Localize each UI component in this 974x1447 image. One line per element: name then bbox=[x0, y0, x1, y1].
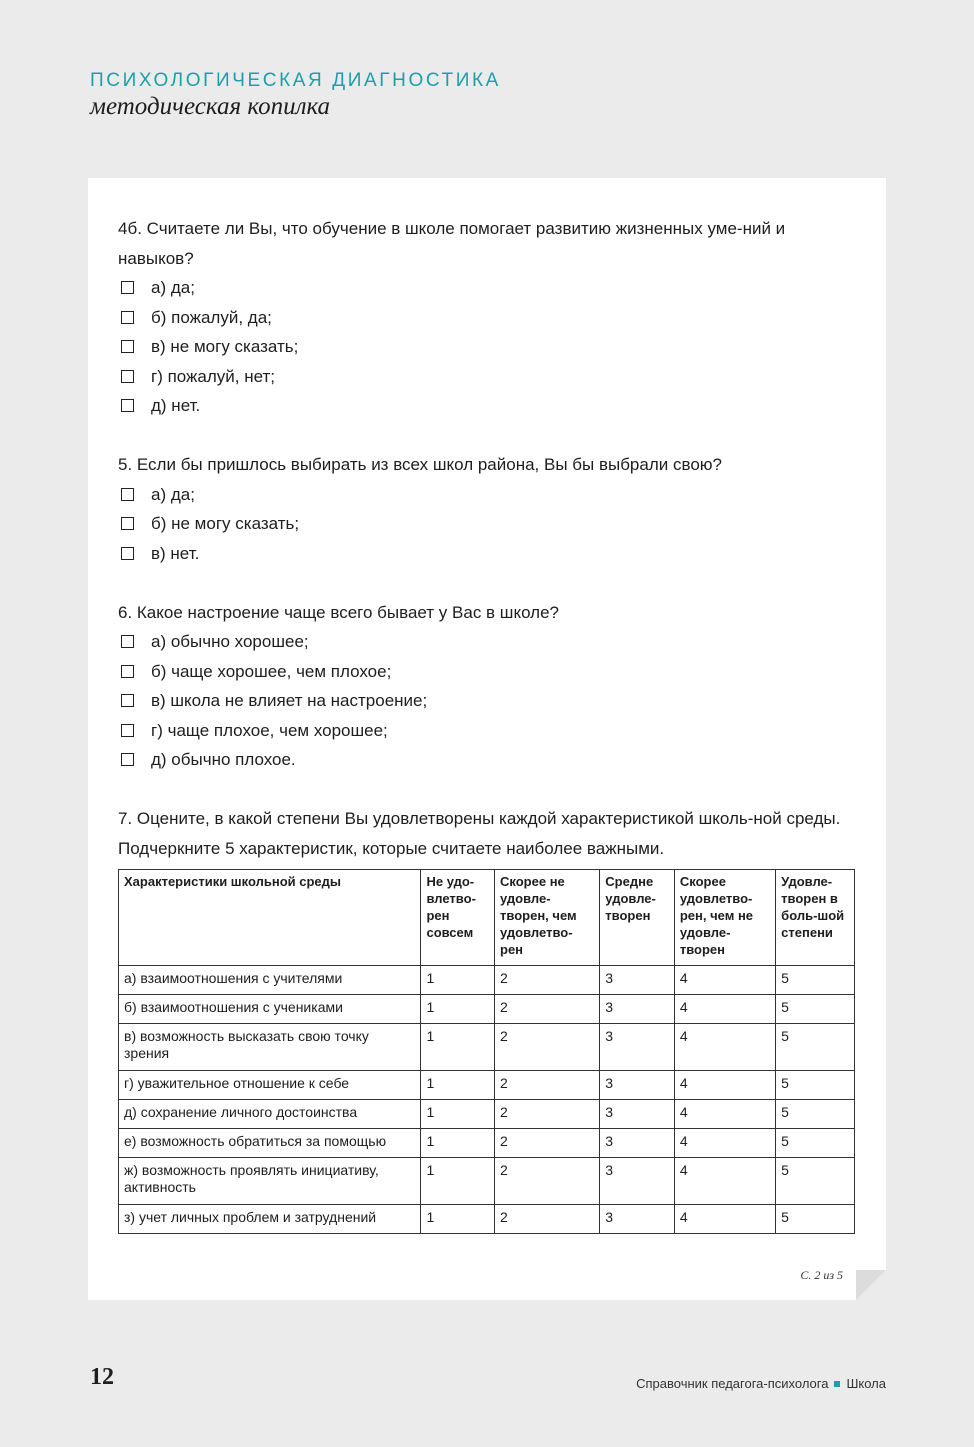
column-header: Скорее не удовле-творен, чем удовлетво-рен bbox=[495, 870, 600, 966]
option-label: в) школа не влияет на настроение; bbox=[151, 691, 428, 710]
rating-cell[interactable]: 5 bbox=[776, 1205, 855, 1234]
checkbox-icon[interactable] bbox=[121, 311, 134, 324]
characteristic-cell: в) возможность высказать свою точку зрения bbox=[119, 1024, 421, 1071]
checkbox-icon[interactable] bbox=[121, 399, 134, 412]
option-label: а) да; bbox=[151, 484, 195, 504]
rating-cell[interactable]: 5 bbox=[776, 1129, 855, 1158]
rating-cell[interactable]: 3 bbox=[600, 1129, 675, 1158]
table-row bbox=[119, 995, 855, 1024]
rating-cell[interactable]: 2 bbox=[495, 1024, 600, 1071]
rating-cell[interactable]: 2 bbox=[495, 1158, 600, 1205]
question-text: 4б. Считаете ли Вы, что обучение в школе помогает развитию жизненных уме-ний и навыков? bbox=[118, 219, 786, 268]
rating-cell[interactable]: 1 bbox=[421, 966, 495, 995]
option-label: б) чаще хорошее, чем плохое; bbox=[151, 661, 392, 681]
rating-cell[interactable]: 3 bbox=[600, 1205, 675, 1234]
checkbox-icon[interactable] bbox=[121, 488, 134, 501]
option-label: г) чаще плохое, чем хорошее; bbox=[151, 720, 388, 740]
answer-option[interactable] bbox=[118, 273, 863, 303]
checkbox-icon[interactable] bbox=[121, 753, 134, 766]
rating-cell[interactable]: 4 bbox=[674, 995, 775, 1024]
option-label: б) пожалуй, да; bbox=[151, 307, 272, 327]
characteristic-cell: а) взаимоотношения с учителями bbox=[119, 966, 421, 995]
table-row bbox=[119, 1158, 855, 1205]
page-number: 12 bbox=[90, 1364, 114, 1390]
characteristic-cell: д) сохранение личного достоинства bbox=[119, 1100, 421, 1129]
rating-cell[interactable]: 4 bbox=[674, 966, 775, 995]
rating-cell[interactable]: 4 bbox=[674, 1205, 775, 1234]
rating-cell[interactable]: 1 bbox=[421, 1071, 495, 1100]
rating-cell[interactable]: 1 bbox=[421, 1205, 495, 1234]
section-subtitle: методическая копилка bbox=[90, 93, 331, 120]
rating-cell[interactable]: 5 bbox=[776, 966, 855, 995]
answer-option[interactable] bbox=[118, 509, 863, 539]
rating-cell[interactable]: 4 bbox=[674, 1129, 775, 1158]
option-label: в) не могу сказать; bbox=[151, 337, 299, 356]
answer-option[interactable] bbox=[118, 480, 863, 510]
rating-cell[interactable]: 3 bbox=[600, 966, 675, 995]
answer-option[interactable] bbox=[118, 539, 863, 569]
footer-section: Школа bbox=[846, 1376, 886, 1391]
answer-option[interactable] bbox=[118, 657, 863, 687]
rating-cell[interactable]: 2 bbox=[495, 966, 600, 995]
option-label: а) обычно хорошее; bbox=[151, 632, 309, 651]
checkbox-icon[interactable] bbox=[121, 547, 134, 560]
rating-cell[interactable]: 5 bbox=[776, 1071, 855, 1100]
answer-option[interactable] bbox=[118, 745, 863, 775]
rating-cell[interactable]: 1 bbox=[421, 1024, 495, 1071]
table-row bbox=[119, 1129, 855, 1158]
rating-cell[interactable]: 1 bbox=[421, 1158, 495, 1205]
rating-cell[interactable]: 2 bbox=[495, 1071, 600, 1100]
characteristic-cell: ж) возможность проявлять инициативу, активность bbox=[119, 1158, 421, 1205]
checkbox-icon[interactable] bbox=[121, 281, 134, 294]
characteristics-table bbox=[118, 869, 855, 1234]
answer-option[interactable] bbox=[118, 391, 863, 421]
question bbox=[118, 450, 863, 568]
page-indicator: С. 2 из 5 bbox=[800, 1268, 843, 1282]
answer-option[interactable] bbox=[118, 362, 863, 392]
checkbox-icon[interactable] bbox=[121, 635, 134, 648]
rating-cell[interactable]: 5 bbox=[776, 995, 855, 1024]
characteristic-cell: б) взаимоотношения с учениками bbox=[119, 995, 421, 1024]
checkbox-icon[interactable] bbox=[121, 340, 134, 353]
table-row bbox=[119, 1100, 855, 1129]
option-label: б) не могу сказать; bbox=[151, 514, 300, 533]
footer bbox=[636, 1376, 886, 1391]
rating-cell[interactable]: 4 bbox=[674, 1024, 775, 1071]
questionnaire bbox=[118, 214, 863, 893]
rating-cell[interactable]: 5 bbox=[776, 1024, 855, 1071]
question-text: 5. Если бы пришлось выбирать из всех школ района, Вы бы выбрали свою? bbox=[118, 455, 722, 474]
table-row bbox=[119, 1205, 855, 1234]
rating-cell[interactable]: 3 bbox=[600, 1071, 675, 1100]
question-text: 6. Какое настроение чаще всего бывает у Вас в школе? bbox=[118, 602, 559, 622]
column-header: Средне удовле-творен bbox=[600, 870, 675, 966]
column-header: Характеристики школьной среды bbox=[119, 870, 421, 966]
rating-cell[interactable]: 3 bbox=[600, 1024, 675, 1071]
question-text: 7. Оцените, в какой степени Вы удовлетворены каждой характеристикой школь-ной среды. Подчеркните 5 характеристик, которые считаете наиболее важными. bbox=[118, 809, 841, 858]
rating-cell[interactable]: 2 bbox=[495, 1205, 600, 1234]
rating-cell[interactable]: 5 bbox=[776, 1158, 855, 1205]
answer-option[interactable] bbox=[118, 686, 863, 716]
table-row bbox=[119, 966, 855, 995]
rating-cell[interactable]: 2 bbox=[495, 995, 600, 1024]
rating-cell[interactable]: 4 bbox=[674, 1158, 775, 1205]
column-header: Удовле-творен в боль-шой степени bbox=[776, 870, 855, 966]
rating-cell[interactable]: 1 bbox=[421, 1100, 495, 1129]
option-label: д) обычно плохое. bbox=[151, 750, 296, 769]
checkbox-icon[interactable] bbox=[121, 694, 134, 707]
question bbox=[118, 598, 863, 775]
table-header-row bbox=[119, 870, 855, 966]
answer-option[interactable] bbox=[118, 332, 863, 362]
section-title: ПСИХОЛОГИЧЕСКАЯ ДИАГНОСТИКА bbox=[90, 70, 501, 91]
rating-cell[interactable]: 2 bbox=[495, 1100, 600, 1129]
column-header: Не удо-влетво-рен совсем bbox=[421, 870, 495, 966]
rating-cell[interactable]: 4 bbox=[674, 1100, 775, 1129]
answer-option[interactable] bbox=[118, 627, 863, 657]
rating-cell[interactable]: 1 bbox=[421, 1129, 495, 1158]
rating-cell[interactable]: 3 bbox=[600, 1100, 675, 1129]
question bbox=[118, 214, 863, 421]
option-label: в) нет. bbox=[151, 543, 200, 563]
rating-cell[interactable]: 2 bbox=[495, 1129, 600, 1158]
column-header: Скорее удовлетво-рен, чем не удовле-творен bbox=[674, 870, 775, 966]
page-fold-corner bbox=[856, 1270, 886, 1300]
checkbox-icon[interactable] bbox=[121, 724, 134, 737]
characteristic-cell: з) учет личных проблем и затруднений bbox=[119, 1205, 421, 1234]
characteristic-cell: е) возможность обратиться за помощью bbox=[119, 1129, 421, 1158]
table-row bbox=[119, 1024, 855, 1071]
option-label: а) да; bbox=[151, 278, 195, 297]
square-bullet-icon bbox=[834, 1381, 840, 1387]
rating-cell[interactable]: 3 bbox=[600, 995, 675, 1024]
option-label: г) пожалуй, нет; bbox=[151, 366, 276, 386]
answer-option[interactable] bbox=[118, 716, 863, 746]
rating-cell[interactable]: 4 bbox=[674, 1071, 775, 1100]
option-label: д) нет. bbox=[151, 396, 201, 415]
rating-cell[interactable]: 5 bbox=[776, 1100, 855, 1129]
checkbox-icon[interactable] bbox=[121, 370, 134, 383]
rating-cell[interactable]: 1 bbox=[421, 995, 495, 1024]
table-row bbox=[119, 1071, 855, 1100]
question bbox=[118, 804, 863, 863]
answer-option[interactable] bbox=[118, 303, 863, 333]
checkbox-icon[interactable] bbox=[121, 665, 134, 678]
characteristic-cell: г) уважительное отношение к себе bbox=[119, 1071, 421, 1100]
checkbox-icon[interactable] bbox=[121, 517, 134, 530]
rating-cell[interactable]: 3 bbox=[600, 1158, 675, 1205]
publication-name: Справочник педагога-психолога bbox=[636, 1376, 829, 1391]
